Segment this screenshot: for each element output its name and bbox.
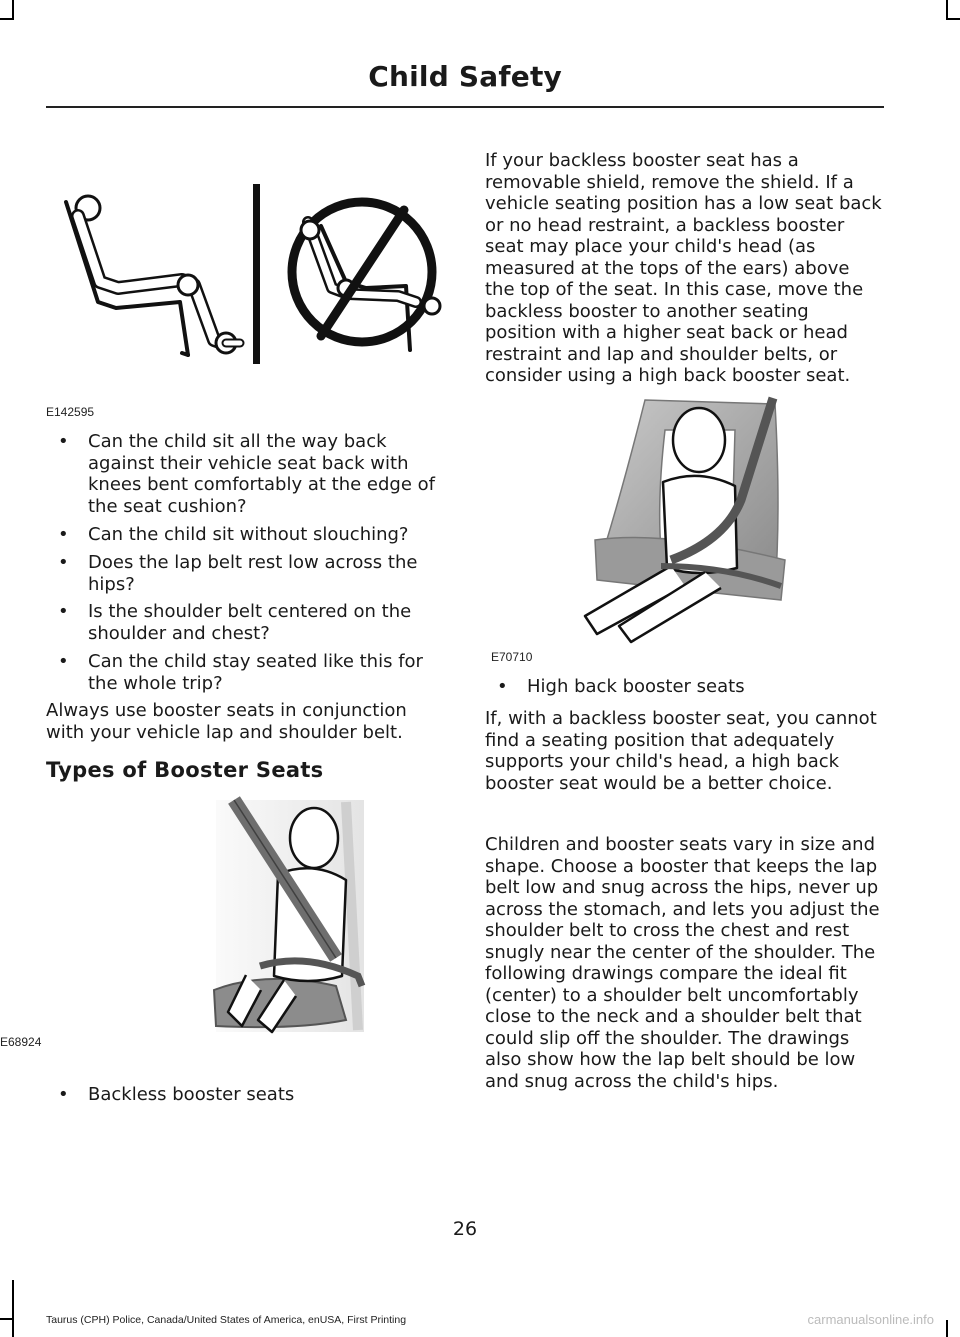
check-item (46, 431, 450, 517)
crop-mark (12, 0, 14, 18)
bullet-dot: • (58, 524, 69, 545)
backless-bullet (46, 1084, 450, 1106)
crop-mark (12, 1280, 14, 1337)
watermark: carmanualsonline.info (807, 1312, 934, 1327)
crop-mark (946, 1320, 948, 1337)
check-text: Can the child sit all the way back against their vehicle seat back with knees bent comfortably at the edge of the seat cushion? (88, 431, 435, 517)
high-back-booster-seat-icon (485, 390, 883, 662)
types-heading: Types of Booster Seats (46, 758, 324, 782)
footer-text: Taurus (CPH) Police, Canada/United States of America, enUSA, First Printing (46, 1314, 407, 1326)
check-text: Does the lap belt rest low across the hips? (88, 552, 418, 595)
crop-mark (0, 1318, 14, 1320)
page-title: Child Safety (368, 60, 562, 93)
backless-bullet-text: Backless booster seats (88, 1084, 295, 1105)
seat-comparison-figure (46, 170, 450, 420)
children-paragraph: Children and booster seats vary in size and shape. Choose a booster that keeps the lap belt low and snug across the hips, never up across the stomach, and lets you adjust the shoulder belt to cross the chest and rest snugly near the center of the shoulder. The following drawings compare the ideal fit (center) to a shoulder belt uncomfortably close to the neck and a shoulder belt that could slip off the shoulder. The drawings also show how the lap belt should be low and snug across the child's hips. (485, 834, 880, 1092)
backless-booster-figure (0, 790, 450, 1052)
always-use-paragraph: Always use booster seats in conjunction with your vehicle lap and shoulder belt. (46, 700, 407, 743)
backless-booster-seat-icon (46, 790, 450, 1052)
crop-mark (0, 18, 14, 20)
cannot-find-paragraph: If, with a backless booster seat, you cannot find a seating position that adequately supports your child's head, a high back booster seat would be a better choice. (485, 708, 877, 794)
check-item (46, 651, 450, 694)
seat-posture-comparison-icon (46, 170, 450, 420)
check-item (46, 552, 450, 595)
bullet-dot: • (58, 601, 69, 622)
figure-code: E70710 (491, 650, 533, 664)
intro-paragraph: If your backless booster seat has a removable shield, remove the shield. If a vehicle seating position has a low seat back or no head restraint, a backless booster seat may place your child's head (as measured at the tops of the ears) above the top of the seat. In this case, move the backless booster to another seating position with a higher seat back or head restraint and lap and shoulder belts, or consider using a high back booster seat. (485, 150, 882, 386)
figure-code: E68924 (0, 1035, 42, 1049)
bullet-dot: • (58, 651, 69, 672)
page-number: 26 (452, 1218, 478, 1240)
high-back-bullet-text: High back booster seats (527, 676, 745, 697)
crop-mark (946, 18, 960, 20)
crop-mark (946, 0, 948, 18)
header-rule (46, 106, 884, 108)
check-text: Can the child stay seated like this for the whole trip? (88, 651, 423, 694)
bullet-dot: • (58, 431, 69, 452)
bullet-dot: • (58, 552, 69, 573)
bullet-dot: • (58, 1084, 69, 1105)
figure-code: E142595 (46, 405, 95, 419)
high-back-booster-figure (485, 390, 883, 662)
check-text: Can the child sit without slouching? (88, 524, 409, 545)
high-back-bullet (485, 676, 883, 698)
check-text: Is the shoulder belt centered on the shoulder and chest? (88, 601, 412, 644)
check-item (46, 524, 450, 546)
check-item (46, 601, 450, 644)
bullet-dot: • (497, 676, 508, 697)
